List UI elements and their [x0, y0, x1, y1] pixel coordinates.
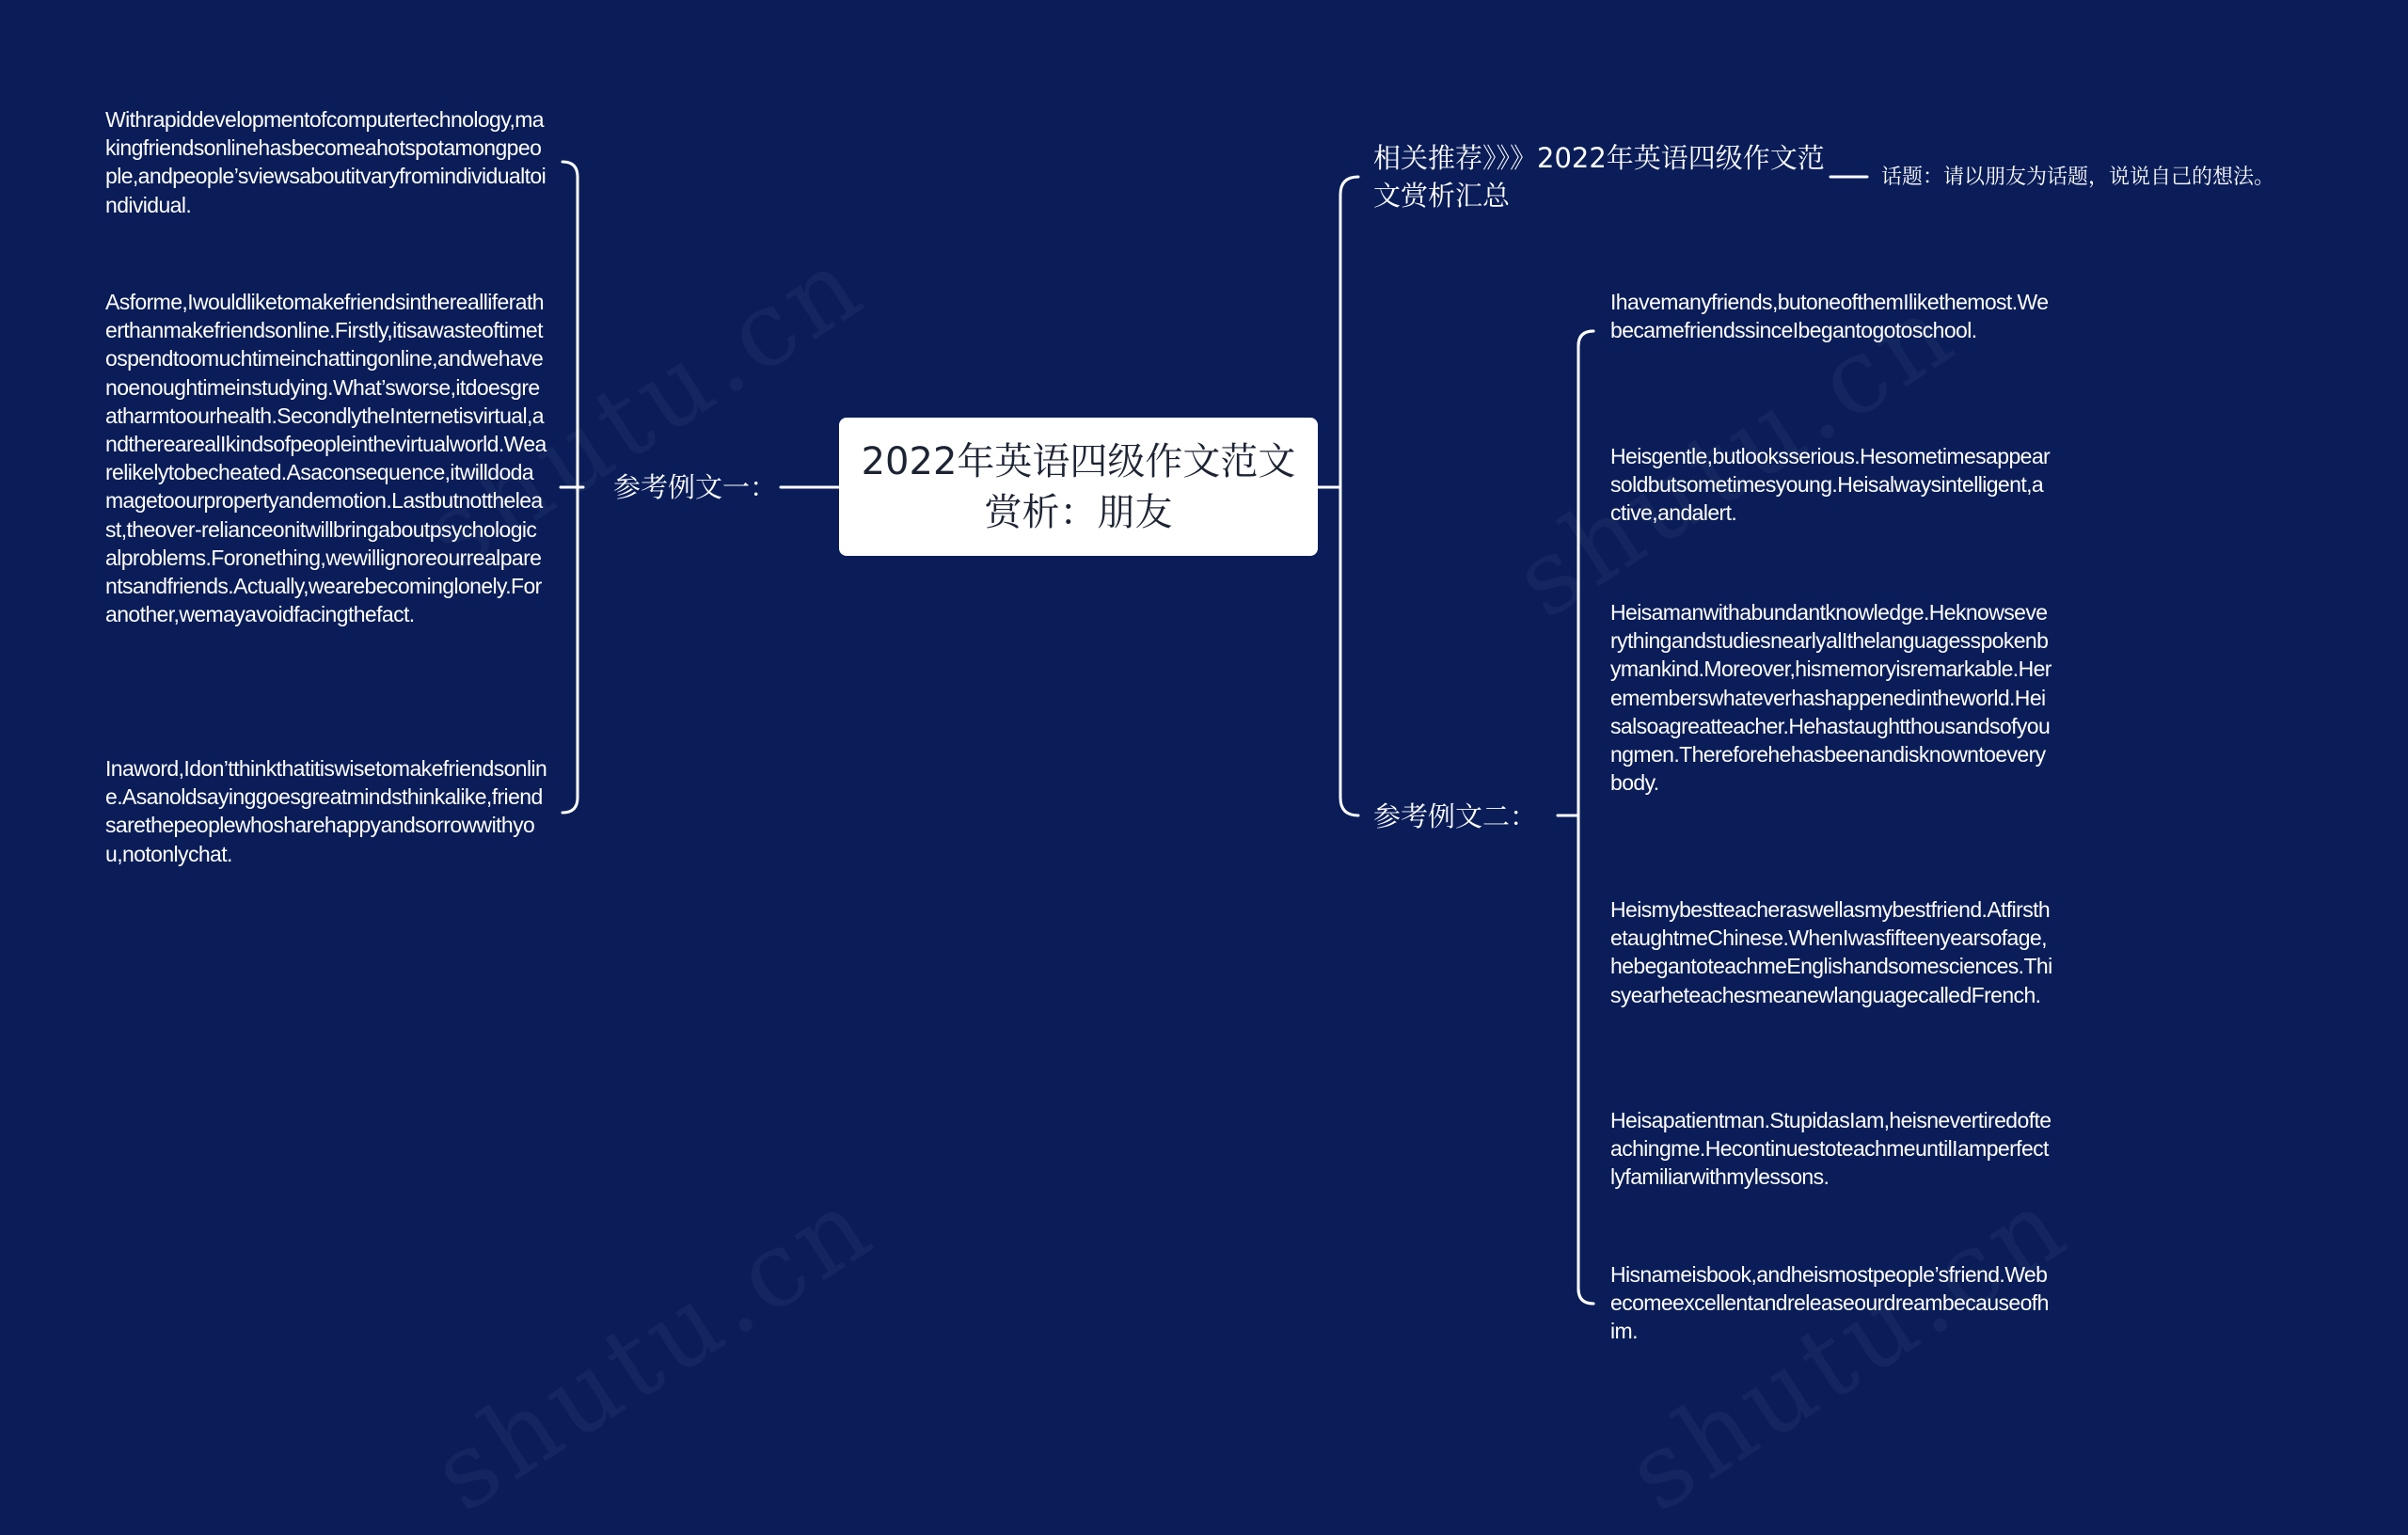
branch-example2-label[interactable]: 参考例文二：: [1373, 800, 1538, 832]
bracket-root-right: [1340, 177, 1358, 815]
example2-paragraph-5: Heisapatientman.StupidasIam,heisnevertiredofteachingme.HecontinuestoteachmeuntilIamperfectlyfamiliarwithmylessons.: [1610, 1108, 2052, 1190]
watermark: [412, 1163, 895, 1534]
watermark: [1607, 1163, 2089, 1534]
example1-paragraph-1: Withrapiddevelopmentofcomputertechnology,makingfriendsonlinehasbecomeahotspotamongpeople,andpeople’sviewsaboutitvaryfromindividualtoindividual.: [105, 107, 547, 217]
root-title: 2022年英语四级作文范文赏析：朋友: [861, 439, 1296, 534]
example2-paragraph-6: Hisnameisbook,andheismostpeople’sfriend.Webecomeexcellentandreleaseourdreambecauseofhim.: [1610, 1262, 2049, 1344]
recommend-link[interactable]: 相关推荐》》》2022年英语四级作文范文赏析汇总: [1373, 142, 1825, 212]
root-node[interactable]: [839, 418, 1318, 556]
example2-paragraph-4: Heismybestteacheraswellasmybestfriend.AtfirsthetaughtmeChinese.WhenIwasfifteenyearsofage,hebegantoteachmeEnglishandsomesciences.ThisyearheteachesmeanewlanguagecalledFrench.: [1610, 897, 2052, 1007]
example1-paragraph-3: Inaword,Idon’tthinkthatitiswisetomakefriendsonline.Asanoldsayinggoesgreatmindsthinkalike,friendsarethepeoplewhosharehappyandsorrowwithyou,notonlychat.: [105, 756, 547, 866]
topic-note: 话题：请以朋友为话题，说说自己的想法。: [1881, 166, 2275, 189]
example2-paragraph-3: Heisamanwithabundantknowledge.HeknowseverythingandstudiesnearlyalIthelanguagesspokenbymankind.Moreover,hismemoryisremarkable.Herememberswhateverhashappenedintheworld.Heisalsoagreatteacher.Hehastaughtthousandsofyoungmen.Thereforehehasbeenandisknowntoeverybody.: [1610, 600, 2052, 796]
example2-paragraph-1: Ihavemanyfriends,butoneofthemIlikethemost.WebecamefriendssinceIbegantogotoschool.: [1610, 290, 2049, 343]
example1-paragraph-2: Asforme,Iwouldliketomakefriendsintherealliferatherthanmakefriendsonline.Firstly,itisawasteoftimetospendtoomuchtimeinchattingonline,andwehavenoenoughtimeinstudying.What’sworse,itdoesgreatharmtoourhealth.SecondlytheInternetisvirtual,andtherearealIkindsofpeopleinthevirtualworld.Wearelikelytobecheated.Asaconsequence,itwilldodamagetoourpropertyandemotion.Lastbutnottheleast,theover-relianceonitwillbringaboutpsychologicalproblems.Foronething,wewillignoreourrealparentsandfriends.Actually,wearebecominglonely.Foranother,wemayavoidfacingthefact.: [105, 290, 547, 627]
example2-paragraph-2: Heisgentle,butlooksserious.Hesometimesappearsoldbutsometimesyoung.Heisalwaysintelligent,active,andalert.: [1610, 444, 2051, 526]
branch-example1-label[interactable]: 参考例文一：: [613, 471, 778, 503]
